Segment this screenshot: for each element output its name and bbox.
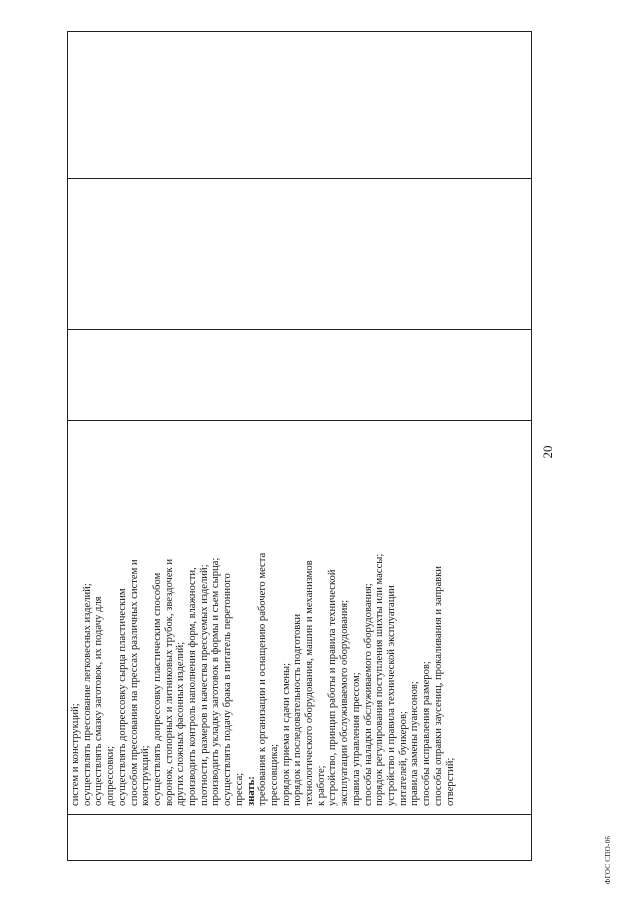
list-item: способом прессования на прессах различных систем и bbox=[128, 559, 140, 806]
list-item: прессовщика; bbox=[268, 743, 280, 806]
footer-label: ФГОС СПО-06 bbox=[604, 835, 612, 885]
list-item: способы наладки обслуживаемого оборудования; bbox=[362, 583, 374, 806]
list-item: пресса; bbox=[233, 772, 245, 806]
list-item: правила замены пуансонов; bbox=[409, 681, 421, 806]
table-left-margin-cell bbox=[68, 815, 532, 861]
list-item: эксплуатации обслуживаемого оборудования; bbox=[339, 599, 351, 806]
list-item: порядок регулирования поступления шихты или массы; bbox=[374, 553, 386, 806]
list-item: конструкций; bbox=[140, 745, 152, 806]
list-item: производить укладку заготовок в формы и съем сырца; bbox=[210, 557, 222, 806]
competency-text-cell bbox=[68, 421, 532, 815]
competency-list bbox=[68, 421, 456, 814]
list-item: осуществлять смазку заготовок, их подачу для bbox=[93, 596, 105, 806]
list-item: производить контроль наполнения форм, влажности, bbox=[187, 567, 199, 806]
empty-cell-3 bbox=[68, 32, 532, 179]
list-item: к работе; bbox=[315, 765, 327, 806]
list-item: осуществлять прессование легковесных изделий; bbox=[81, 583, 93, 806]
list-item: порядок приема и сдачи смены; bbox=[280, 662, 292, 806]
list-item: устройство и правила технической эксплуатации bbox=[385, 585, 397, 806]
list-item: допрессовки; bbox=[105, 745, 117, 806]
empty-cell-1 bbox=[68, 330, 532, 421]
list-item: питателей, бункеров; bbox=[397, 711, 409, 806]
list-item: осуществлять подачу брака в питатель перетонного bbox=[222, 573, 234, 806]
list-item: способы исправления размеров; bbox=[421, 661, 433, 806]
list-item: плотности, размеров и качества прессуемых изделий; bbox=[198, 564, 210, 806]
list-item: порядок и последовательность подготовки bbox=[292, 613, 304, 806]
list-item: технологического оборудования, машин и механизмов bbox=[304, 560, 316, 806]
page-number: 20 bbox=[540, 445, 555, 459]
list-item: систем и конструкций; bbox=[70, 703, 81, 806]
list-item: устройство, принцип работы и правила технической bbox=[327, 569, 339, 806]
list-item: осуществлять допрессовку сырца пластическим bbox=[116, 588, 128, 806]
requirements-table bbox=[67, 37, 532, 861]
list-item: отверстий; bbox=[444, 757, 456, 806]
empty-cell-2 bbox=[68, 179, 532, 330]
list-item: требования к организации и оснащению рабочего места bbox=[257, 552, 269, 806]
list-item: других сложных фасонных изделий; bbox=[175, 641, 187, 806]
section-heading: знать: bbox=[245, 776, 257, 806]
list-item: осуществлять допрессовку пластическим способом bbox=[151, 572, 163, 806]
list-item: способы оправки заусениц, прокаливания и заправки bbox=[432, 566, 444, 806]
list-item: правила управления прессом; bbox=[350, 672, 362, 806]
list-item: воронок, стопорных и литниковых трубок, звездочек и bbox=[163, 559, 175, 806]
